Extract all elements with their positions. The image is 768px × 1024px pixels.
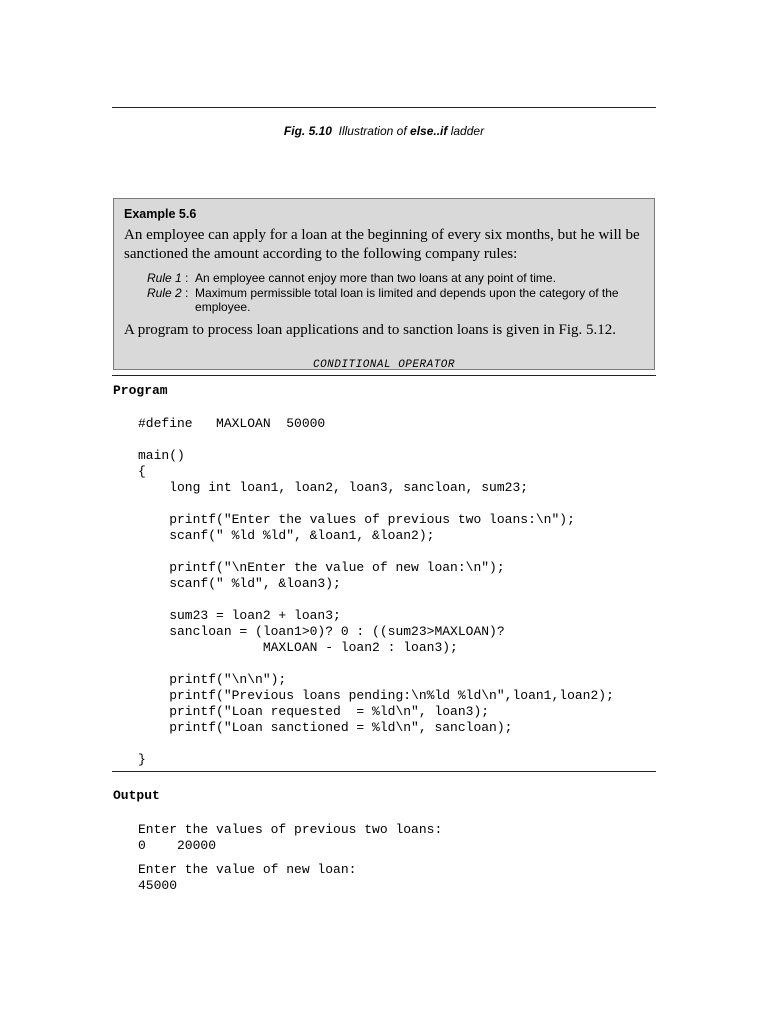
rule-text: Maximum permissible total loan is limited and depends upon the category of the employee. bbox=[195, 285, 619, 314]
code-line: scanf(" %ld", &loan3); bbox=[138, 576, 341, 591]
figure-caption-text-before: Illustration of bbox=[338, 124, 407, 138]
rules-list bbox=[147, 271, 644, 315]
figure-caption-text-after: ladder bbox=[450, 124, 485, 138]
output-line: 45000 bbox=[138, 878, 178, 893]
section-rule bbox=[112, 771, 656, 772]
code-line: printf("Enter the values of previous two loans:\n"); bbox=[138, 512, 575, 527]
output-label: Output bbox=[113, 788, 160, 803]
rule-item: Rule 2 : Maximum permissible total loan is limited and depends upon the category of the employee. bbox=[147, 286, 644, 315]
output-line: 0 20000 bbox=[138, 838, 217, 853]
output-block bbox=[138, 822, 442, 894]
code-line: sancloan = (loan1>0)? 0 : ((sum23>MAXLOAN)? bbox=[138, 624, 505, 639]
code-line: printf("Previous loans pending:\n%ld %ld\n",loan1,loan2); bbox=[138, 688, 614, 703]
code-line bbox=[138, 736, 614, 752]
figure-label: Fig. 5.10 bbox=[283, 124, 332, 138]
program-label: Program bbox=[113, 383, 168, 398]
code-line: scanf(" %ld %ld", &loan1, &loan2); bbox=[138, 528, 435, 543]
example-closing: A program to process loan applications and to sanction loans is given in Fig. 5.12. bbox=[124, 321, 617, 338]
code-line: printf("Loan requested = %ld\n", loan3); bbox=[138, 704, 490, 719]
output-line: Enter the values of previous two loans: bbox=[138, 822, 443, 837]
code-line: main() bbox=[138, 448, 185, 463]
rule-item: Rule 1 : An employee cannot enjoy more than two loans at any point of time. bbox=[147, 271, 644, 286]
figure-caption-keyword: else..if bbox=[410, 124, 448, 138]
code-line: { bbox=[138, 464, 146, 479]
code-line bbox=[138, 656, 614, 672]
code-line: MAXLOAN - loan2 : loan3); bbox=[138, 640, 458, 655]
code-line bbox=[138, 592, 614, 608]
figure-caption bbox=[112, 124, 656, 138]
code-line: } bbox=[138, 752, 146, 767]
example-box bbox=[113, 198, 655, 370]
running-head: CONDITIONAL OPERATOR bbox=[312, 359, 456, 370]
section-rule bbox=[112, 375, 656, 376]
code-line bbox=[138, 432, 614, 448]
code-line: printf("\nEnter the value of new loan:\n"); bbox=[138, 560, 505, 575]
rule-text: An employee cannot enjoy more than two loans at any point of time. bbox=[195, 271, 556, 285]
example-intro: An employee can apply for a loan at the beginning of every six months, but he will be sanctioned the amount according to the following company rules: bbox=[124, 227, 640, 262]
code-line: long int loan1, loan2, loan3, sancloan, sum23; bbox=[138, 480, 529, 495]
code-line: printf("Loan sanctioned = %ld\n", sancloan); bbox=[138, 720, 513, 735]
code-line bbox=[138, 496, 614, 512]
code-line: #define MAXLOAN 50000 bbox=[138, 416, 326, 431]
code-line bbox=[138, 544, 614, 560]
output-line: Enter the value of new loan: bbox=[138, 862, 357, 877]
code-line: printf("\n\n"); bbox=[138, 672, 287, 687]
program-code bbox=[138, 416, 614, 768]
top-rule bbox=[112, 107, 656, 108]
rule-label: Rule 2 bbox=[147, 285, 182, 300]
example-title: Example 5.6 bbox=[124, 207, 197, 221]
rule-label: Rule 1 bbox=[147, 271, 182, 285]
code-line: sum23 = loan2 + loan3; bbox=[138, 608, 341, 623]
